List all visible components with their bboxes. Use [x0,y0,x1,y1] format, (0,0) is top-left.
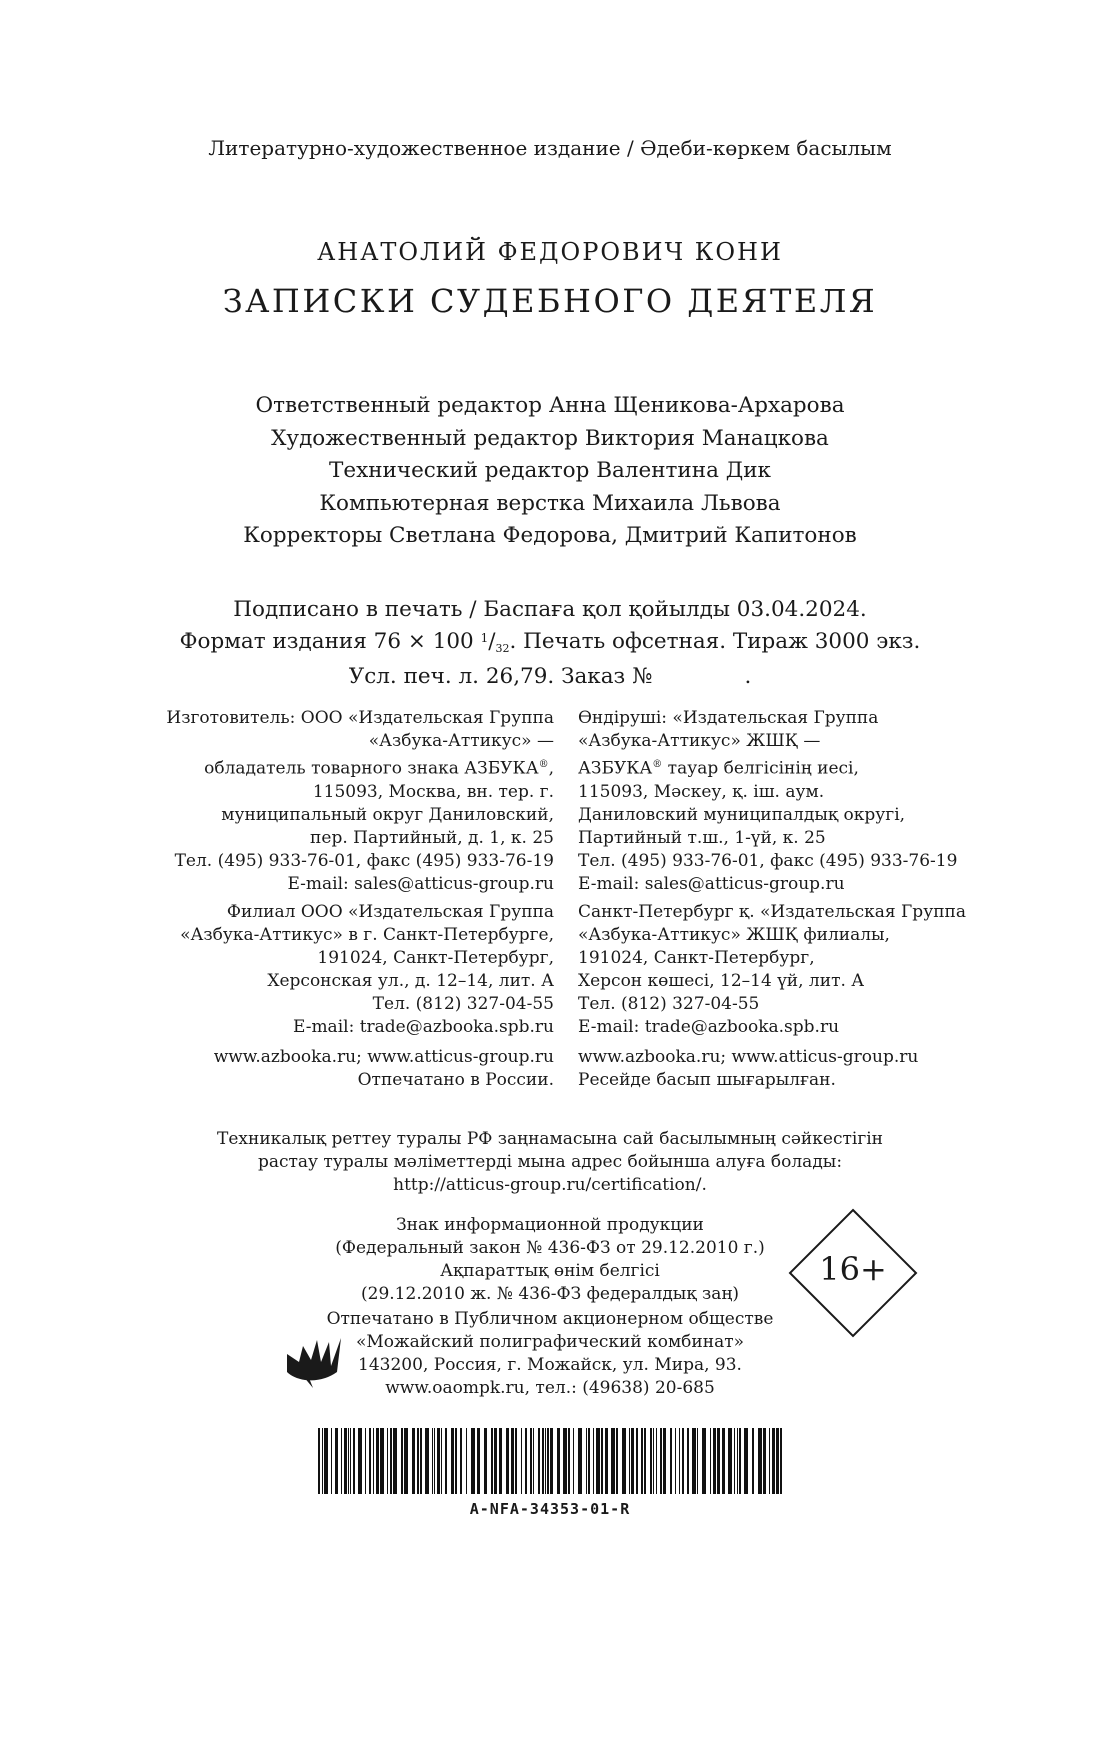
barcode-bar [369,1428,371,1494]
barcode-bar [434,1428,435,1494]
barcode-bar [515,1428,517,1494]
barcode-bar [710,1428,711,1494]
barcode-bar [477,1428,480,1494]
barcode-bar [365,1428,366,1494]
websites: www.azbooka.ru; www.atticus-group.ru [578,1047,919,1067]
barcode-bar [441,1428,442,1494]
barcode-bar [780,1428,782,1494]
barcode-bar [722,1428,725,1494]
barcode-bar [687,1428,689,1494]
manufacturer-kz-line: Тел. (495) 933-76-01, факс (495) 933-76-19 [578,850,958,871]
barcode-bar [353,1428,355,1494]
barcode-bar [373,1428,374,1494]
printer-line: Отпечатано в Публичном акционерном обществе [326,1309,774,1329]
barcode-bar [376,1428,379,1494]
format-prefix: Формат издания 76 × 100 [179,629,481,654]
barcode-bar [432,1428,433,1494]
barcode-bar [425,1428,429,1494]
barcode-bar [713,1428,716,1494]
credits-block [0,390,1100,553]
barcode-bar [358,1428,362,1494]
barcode-bar [611,1428,615,1494]
format-slash: / [488,629,496,654]
barcode-code: A-NFA-34353-01-R [469,1500,631,1518]
info-sign-line: Ақпараттық өнім белгісі [440,1261,660,1281]
format-suffix: . Печать офсетная. Тираж 3000 экз. [509,629,921,654]
barcode-bar [605,1428,608,1494]
info-product-sign [300,1214,800,1306]
barcode-bar [445,1428,447,1494]
manufacturer-ru-line: пер. Партийный, д. 1, к. 25 [310,827,554,848]
printed-country: Отпечатано в России. [357,1070,554,1090]
credit-line: Художественный редактор Виктория Манацкова [271,425,829,451]
certification-note [0,1128,1100,1197]
manufacturer-kz-email: E-mail: sales@atticus-group.ru [578,873,845,894]
barcode-bar [660,1428,662,1494]
info-sign-line: (Федеральный закон № 436-ФЗ от 29.12.2010 г.) [335,1238,765,1258]
barcode-bar [484,1428,487,1494]
barcode-bar [390,1428,392,1494]
barcode-bar [737,1428,738,1494]
branch-kz-line: «Азбука-Аттикус» ЖШҚ филиалы, [578,925,890,945]
printer-logo-icon [283,1332,347,1390]
sheets-text: Усл. печ. л. 26,79. Заказ № [348,664,653,689]
barcode-bar [511,1428,514,1494]
barcode-bar [573,1428,574,1494]
barcode-bar [335,1428,338,1494]
barcode-bar [601,1428,603,1494]
barcode-bar [412,1428,415,1494]
branch-kz-line: Херсон көшесі, 12–14 үй, лит. А [578,971,865,991]
manufacturer-ru-line: 115093, Москва, вн. тер. г. [312,781,554,802]
web-kz [578,1046,918,1092]
branch-ru-line: «Азбука-Аттикус» в г. Санкт-Петербурге, [180,925,554,945]
barcode-bar [322,1428,323,1494]
trademark-text: обладатель товарного знака АЗБУКА [204,758,539,779]
barcode-bar [521,1428,522,1494]
barcode-bar [471,1428,475,1494]
manufacturer-ru-line: «Азбука-Аттикус» — [368,731,554,751]
barcode-bar [656,1428,657,1494]
barcode-bar [324,1428,328,1494]
branch-ru-line: 191024, Санкт-Петербург, [317,948,554,968]
barcode-bar [772,1428,775,1494]
barcode-bar [650,1428,652,1494]
barcode-bar [641,1428,643,1494]
credit-line: Корректоры Светлана Федорова, Дмитрий Капитонов [243,523,857,548]
barcode-bar [525,1428,527,1494]
format-line [0,624,1100,663]
registered-mark: ® [538,759,549,770]
websites: www.azbooka.ru; www.atticus-group.ru [213,1047,554,1067]
barcode-bar [380,1428,384,1494]
certification-line: Техникалық реттеу туралы РФ заңнамасына сай басылымның сәйкестігін [217,1129,883,1149]
print-info [0,596,1100,691]
barcode-bar [404,1428,408,1494]
manufacturer-kz-line: «Азбука-Аттикус» ЖШҚ — [578,731,821,751]
barcode-bar [318,1428,320,1494]
manufacturer-ru-line: Изготовитель: ООО «Издательская Группа [166,708,554,728]
barcode-bar [670,1428,672,1494]
credit-line: Компьютерная верстка Михаила Львова [319,490,781,516]
barcode-bar [616,1428,618,1494]
info-sign-line: Знак информационной продукции [396,1215,704,1235]
branch-kz-line: 191024, Санкт-Петербург, [578,948,815,968]
manufacturer-kz-line: Партийный т.ш., 1-үй, к. 25 [578,827,826,848]
author-name: АНАТОЛИЙ ФЕДОРОВИЧ КОНИ [317,238,783,266]
sheets-line [0,663,1100,691]
barcode-bar [752,1428,754,1494]
barcode-bar [550,1428,553,1494]
barcode-bar [631,1428,634,1494]
manufacturer-ru-line: муниципальный округ Даниловский, [221,804,554,825]
branch-ru-line: Тел. (812) 327-04-55 [372,994,554,1014]
barcode-bar [758,1428,762,1494]
barcode-bar [717,1428,720,1494]
manufacturer-ru-line [166,753,554,781]
barcode-bar [692,1428,696,1494]
manufacturer-kz-line: Өндіруші: «Издательская Группа [578,708,879,728]
barcode-bar [455,1428,457,1494]
branch-ru-email: E-mail: trade@azbooka.spb.ru [292,1017,554,1037]
barcode-bar [420,1428,422,1494]
trademark-text: АЗБУКА [578,758,653,779]
barcode-bar [506,1428,509,1494]
manufacturer-ru-line: Тел. (495) 933-76-01, факс (495) 933-76-19 [174,850,554,871]
printer-info [300,1308,800,1400]
barcode-bar [629,1428,630,1494]
barcode-bar [679,1428,680,1494]
barcode-bar [393,1428,397,1494]
age-rating: 16+ [819,1250,887,1288]
info-sign-line: (29.12.2010 ж. № 436-ФЗ федералдық заң) [361,1284,739,1304]
branch-kz [578,901,966,1039]
barcode-bar [728,1428,732,1494]
barcode-bar [663,1428,666,1494]
barcode-bar [588,1428,590,1494]
branch-ru-line: Херсонская ул., д. 12–14, лит. А [267,971,554,991]
barcode-bar [593,1428,594,1494]
format-denominator: 32 [495,642,510,655]
manufacturer-kz-line: Даниловский муниципалдық округі, [578,804,906,825]
barcode-bar [341,1428,342,1494]
barcode-bar [538,1428,540,1494]
barcode-bar [350,1428,351,1494]
edition-type: Литературно-художественное издание / Әдеби-көркем басылым [208,136,892,160]
credit-line: Ответственный редактор Анна Щеникова-Архарова [255,393,845,418]
barcode-bar [437,1428,440,1494]
barcode [318,1428,782,1494]
barcode-bar [682,1428,684,1494]
barcode-bar [348,1428,349,1494]
manufacturer-kz-line: 115093, Мәскеу, қ. іш. аум. [578,781,825,802]
branch-kz-line: Тел. (812) 327-04-55 [578,994,760,1014]
barcode-bar [460,1428,462,1494]
barcode-bar [769,1428,770,1494]
manufacturer-kz-line [578,753,957,781]
barcode-bar [596,1428,600,1494]
barcode-bar [744,1428,748,1494]
credit-line: Технический редактор Валентина Дик [329,458,771,483]
barcode-bar [563,1428,567,1494]
branch-ru [180,901,554,1039]
barcode-bar [499,1428,502,1494]
trademark-end: , [548,758,554,779]
trademark-end: тауар белгісінің иесі, [662,758,859,779]
certification-url: http://atticus-group.ru/certification/. [393,1175,707,1195]
barcode-bar [697,1428,698,1494]
branch-kz-line: Санкт-Петербург қ. «Издательская Группа [578,902,966,922]
barcode-bar [545,1428,546,1494]
barcode-bar [417,1428,419,1494]
printer-line: 143200, Россия, г. Можайск, ул. Мира, 93. [358,1355,742,1375]
barcode-bar [530,1428,532,1494]
format-numerator: 1 [480,631,489,645]
barcode-bar [622,1428,626,1494]
barcode-bar [542,1428,544,1494]
barcode-bar [675,1428,676,1494]
barcode-bar [557,1428,560,1494]
barcode-bar [763,1428,766,1494]
barcode-bar [547,1428,549,1494]
barcode-bar [401,1428,403,1494]
barcode-bar [387,1428,388,1494]
certification-line: растау туралы мәліметтерді мына адрес бойынша алуға болады: [257,1152,843,1172]
printed-country: Ресейде басып шығарылған. [578,1070,836,1090]
printer-line: www.oaompk.ru, тел.: (49638) 20-685 [385,1378,715,1398]
barcode-bar [653,1428,654,1494]
barcode-bar [644,1428,646,1494]
order-end: . [744,664,752,689]
book-title: ЗАПИСКИ СУДЕБНОГО ДЕЯТЕЛЯ [222,282,878,320]
barcode-bar [533,1428,534,1494]
printer-line: «Можайский полиграфический комбинат» [355,1332,745,1352]
barcode-bar [734,1428,735,1494]
barcode-bar [776,1428,779,1494]
barcode-bar [702,1428,706,1494]
barcode-bar [578,1428,582,1494]
barcode-bar [586,1428,587,1494]
barcode-bar [494,1428,497,1494]
registered-mark: ® [652,759,663,770]
barcode-bar [451,1428,454,1494]
manufacturer-ru [166,707,554,896]
barcode-bar [568,1428,570,1494]
signed-line: Подписано в печать / Баспаға қол қойылды 03.04.2024. [233,597,867,622]
barcode-bar [344,1428,347,1494]
web-ru [214,1046,554,1092]
branch-ru-line: Филиал ООО «Издательская Группа [226,902,554,922]
barcode-bar [739,1428,741,1494]
manufacturer-kz [578,707,957,896]
barcode-bar [331,1428,332,1494]
manufacturer-ru-email: E-mail: sales@atticus-group.ru [287,873,554,894]
barcode-bar [491,1428,493,1494]
barcode-bar [636,1428,638,1494]
branch-kz-email: E-mail: trade@azbooka.spb.ru [578,1017,840,1037]
barcode-bar [466,1428,467,1494]
